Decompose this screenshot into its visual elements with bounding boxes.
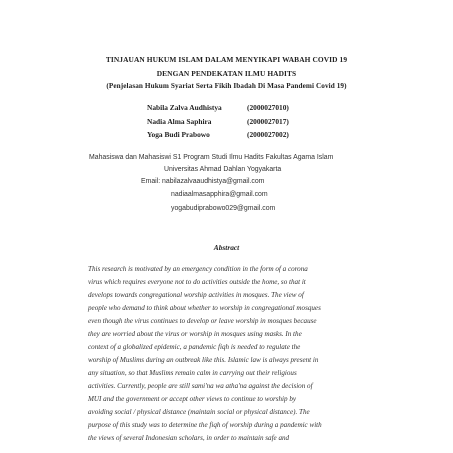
abstract-heading: Abstract: [213, 243, 240, 252]
author-name-3: Yoga Budi Prabowo: [147, 130, 210, 139]
title-line-1: TINJAUAN HUKUM ISLAM DALAM MENYIKAPI WABAH COVID 19: [105, 55, 348, 64]
abstract-line: virus which requires everyone not to do activities outside the home, so that it: [88, 278, 306, 286]
email-line-1: Email: nabilazalvaaudhistya@gmail.com: [141, 178, 265, 185]
abstract-line: avoiding social / physical distance (maintain social or physical distance). The: [88, 408, 310, 416]
author-name-2: Nadia Alma Saphira: [147, 117, 212, 126]
abstract-line: purpose of this study was to determine the fiqh of worship during a pandemic with: [88, 421, 322, 429]
abstract-line: worship of Muslims during an outbreak like this. Islamic law is always present in: [88, 356, 319, 364]
abstract-line: MUI and the government or accept other views to continue to worship by: [88, 395, 297, 403]
affiliation-line-2: Universitas Ahmad Dahlan Yogyakarta: [164, 166, 282, 173]
abstract-line: context of a globalized epidemic, a pandemic fiqh is needed to regulate the: [88, 343, 301, 351]
abstract-line: develops towards congregational worship activities in mosques. The view of: [88, 291, 304, 299]
email-line-2: nadiaalmasapphira@gmail.com: [171, 191, 268, 198]
abstract-line: people who demand to think about whether to worship in congregational mosques: [88, 304, 321, 312]
abstract-line: any situation, so that Muslims remain calm in carrying out their religious: [88, 369, 297, 377]
title-line-2: DENGAN PENDEKATAN ILMU HADITS: [156, 69, 297, 78]
abstract-line: they are worried about the virus or worship in mosques using masks. In the: [88, 330, 302, 338]
affiliation-line-1: Mahasiswa dan Mahasiswi S1 Program Studi Ilmu Hadits Fakultas Agama Islam: [89, 154, 334, 161]
author-nim-2: (2000027017): [247, 117, 289, 126]
abstract-line: the views of several Indonesian scholars, in order to maintain safe and: [88, 434, 290, 442]
abstract-line: activities. Currently, people are still sami'na wa atha'na against the decision of: [88, 382, 313, 390]
subtitle: (Penjelasan Hukum Syariat Serta Fikih Ibadah Di Masa Pandemi Covid 19): [106, 82, 347, 90]
email-line-3: yogabudiprabowo029@gmail.com: [171, 205, 276, 212]
abstract-line: even though the virus continues to develop or leave worship in mosques because: [88, 317, 317, 325]
author-nim-1: (2000027010): [247, 103, 289, 112]
abstract-line: This research is motivated by an emergency condition in the form of a corona: [88, 265, 308, 273]
author-name-1: Nabila Zalva Audhistya: [147, 103, 222, 112]
author-nim-3: (2000027002): [247, 130, 289, 139]
